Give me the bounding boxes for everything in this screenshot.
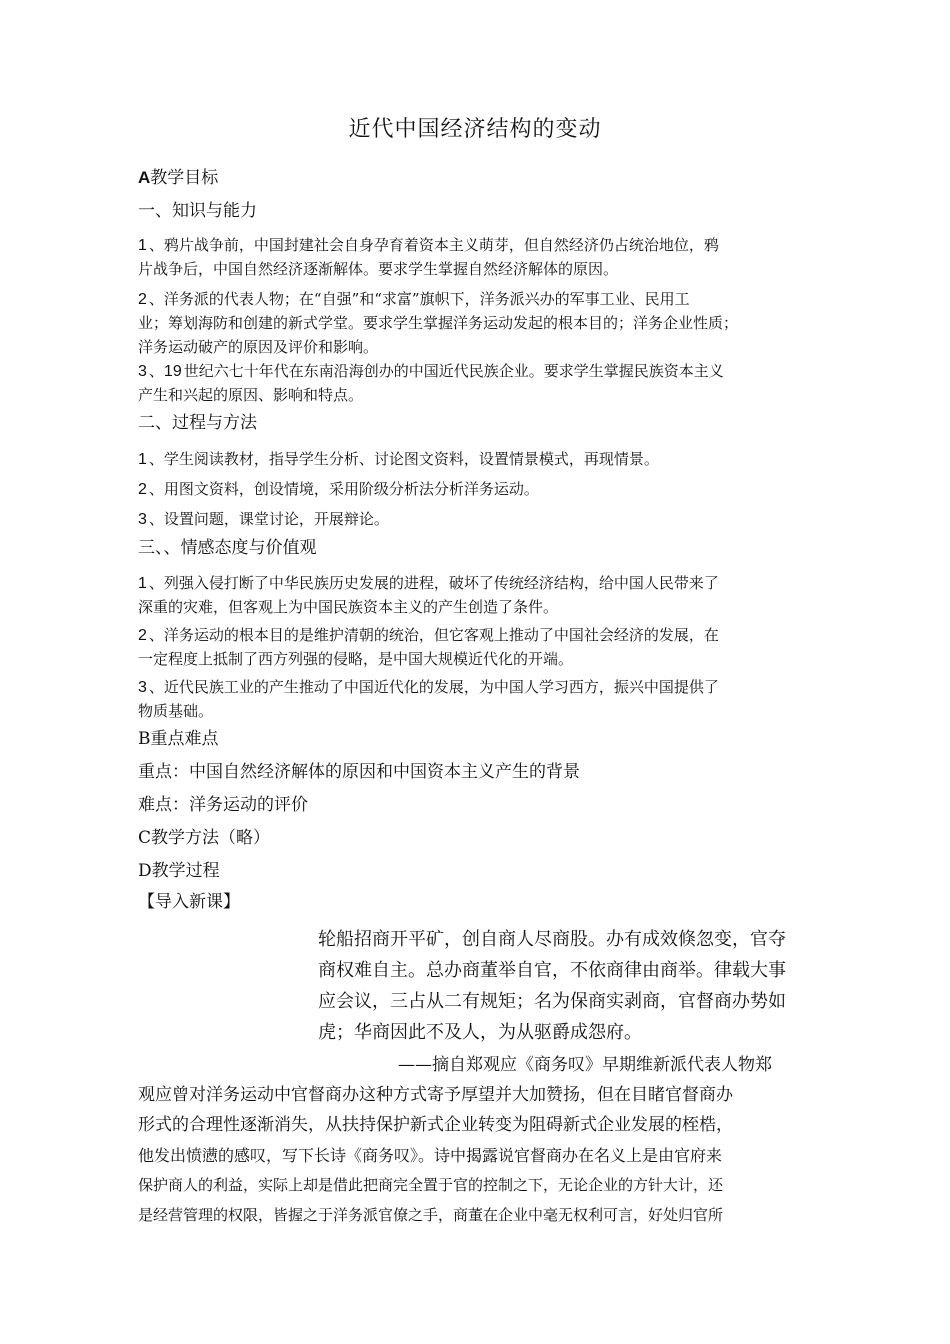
intro-heading: 【导入新课】	[138, 892, 240, 912]
focus-point: 重点：中国自然经济解体的原因和中国资本主义产生的背景	[138, 762, 580, 782]
knowledge-item-3-line-1	[138, 359, 813, 384]
item-text: 、鸦片战争前，中国封建社会自身孕育着资本主义萌芽，但自然经济仍占统治地位，鸦	[148, 236, 719, 254]
heading-process: 二、过程与方法	[138, 413, 257, 433]
item-number: 2	[138, 627, 147, 644]
item-number: 3	[138, 511, 147, 528]
item-text: 、列强入侵打断了中华民族历史发展的进程，破坏了传统经济结构，给中国人民带来了	[148, 574, 719, 592]
item-text: 、用图文资料，创设情境，采用阶级分析法分析洋务运动。	[148, 480, 539, 498]
item-text: 、洋务派的代表人物；在“自强”和“求富”旗帜下，洋务派兴办的军事工业、民用工	[148, 290, 690, 308]
attitude-item-3-line-1	[138, 675, 813, 700]
process-item-2	[138, 477, 813, 502]
difficulty-point: 难点：洋务运动的评价	[138, 795, 308, 815]
section-c-heading: C教学方法（略）	[138, 828, 271, 848]
knowledge-item-1-line-2: 片战争后，中国自然经济逐渐解体。要求学生掌握自然经济解体的原因。	[138, 260, 619, 278]
poem-line-4: 虎；华商因此不及人，为从驱爵成怨府。	[318, 1022, 642, 1043]
process-item-1	[138, 447, 813, 472]
section-a-heading	[138, 165, 813, 191]
section-d-heading: D教学过程	[138, 861, 220, 881]
knowledge-item-1-line-1	[138, 233, 813, 258]
heading-knowledge: 一、知识与能力	[138, 201, 257, 221]
item-number: 3	[138, 363, 147, 380]
heading-attitude: 三、、情感态度与价值观	[138, 538, 317, 558]
knowledge-item-2-line-1	[138, 287, 813, 312]
paragraph-line-3: 他发出愤懑的感叹，写下长诗《商务叹》。诗中揭露说官督商办在名义上是由官府来	[138, 1146, 723, 1165]
poem-line-3: 应会议，三占从二有规矩；名为保商实剥商，官督商办势如	[318, 991, 786, 1012]
knowledge-item-2-line-3: 洋务运动破产的原因及评价和影响。	[138, 338, 379, 356]
knowledge-item-2-line-2: 业；筹划海防和创建的新式学堂。要求学生掌握洋务运动发起的根本目的；洋务企业性质；	[138, 314, 739, 332]
item-number: 3	[138, 679, 147, 696]
section-a-title: 教学目标	[150, 168, 219, 188]
paragraph-line-4: 保护商人的利益，实际上却是借此把商完全置于官的控制之下，无论企业的方针大计，还	[138, 1176, 724, 1194]
item-number: 1	[138, 237, 147, 254]
item-number: 1	[138, 575, 147, 592]
poem-line-2: 商权难自主。总办商董举自官，不依商律由商举。律载大事	[318, 960, 786, 981]
item-number: 2	[138, 291, 147, 308]
poem-source: ——摘自郑观应《商务叹》早期维新派代表人物郑	[398, 1055, 772, 1075]
item-number: 1	[138, 451, 147, 468]
page-title: 近代中国经济结构的变动	[348, 117, 602, 142]
item-year: 19	[163, 363, 182, 380]
poem-line-1: 轮船招商开平矿，创自商人尽商股。办有成效倏忽变，官夺	[318, 929, 786, 950]
attitude-item-2-line-2: 一定程度上抵制了西方列强的侵略，是中国大规模近代化的开端。	[138, 650, 574, 668]
attitude-item-2-line-1	[138, 623, 813, 648]
knowledge-item-3-line-2: 产生和兴起的原因、影响和特点。	[138, 386, 364, 404]
paragraph-line-5: 是经营管理的权限，皆握之于洋务派官僚之手，商董在企业中毫无权利可言，好处归官所	[138, 1206, 724, 1224]
process-item-3	[138, 507, 813, 532]
attitude-item-1-line-1	[138, 571, 813, 596]
item-text: 、近代民族工业的产生推动了中国近代化的发展，为中国人学习西方，振兴中国提供了	[148, 678, 719, 696]
section-b-heading: B重点难点	[138, 729, 219, 749]
item-text: 、洋务运动的根本目的是维护清朝的统治，但它客观上推动了中国社会经济的发展，在	[148, 626, 719, 644]
item-number: 2	[138, 481, 147, 498]
item-text: 、学生阅读教材，指导学生分析、讨论图文资料，设置情景模式，再现情景。	[148, 450, 659, 468]
attitude-item-1-line-2: 深重的灾难，但客观上为中国民族资本主义的产生创造了条件。	[138, 598, 559, 616]
section-a-letter: A	[138, 168, 151, 187]
item-text: 世纪六七十年代在东南沿海创办的中国近代民族企业。要求学生掌握民族资本主义	[183, 362, 724, 380]
attitude-item-3-line-2: 物质基础。	[138, 702, 214, 720]
paragraph-line-2: 形式的合理性逐渐消失，从扶持保护新式企业转变为阻碍新式企业发展的桎梏，	[138, 1115, 733, 1135]
paragraph-line-1: 观应曾对洋务运动中官督商办这种方式寄予厚望并大加赞扬，但在目睹官督商办	[138, 1085, 733, 1105]
item-text: 、设置问题，课堂讨论，开展辩论。	[148, 510, 389, 528]
item-text: 、	[148, 362, 164, 380]
